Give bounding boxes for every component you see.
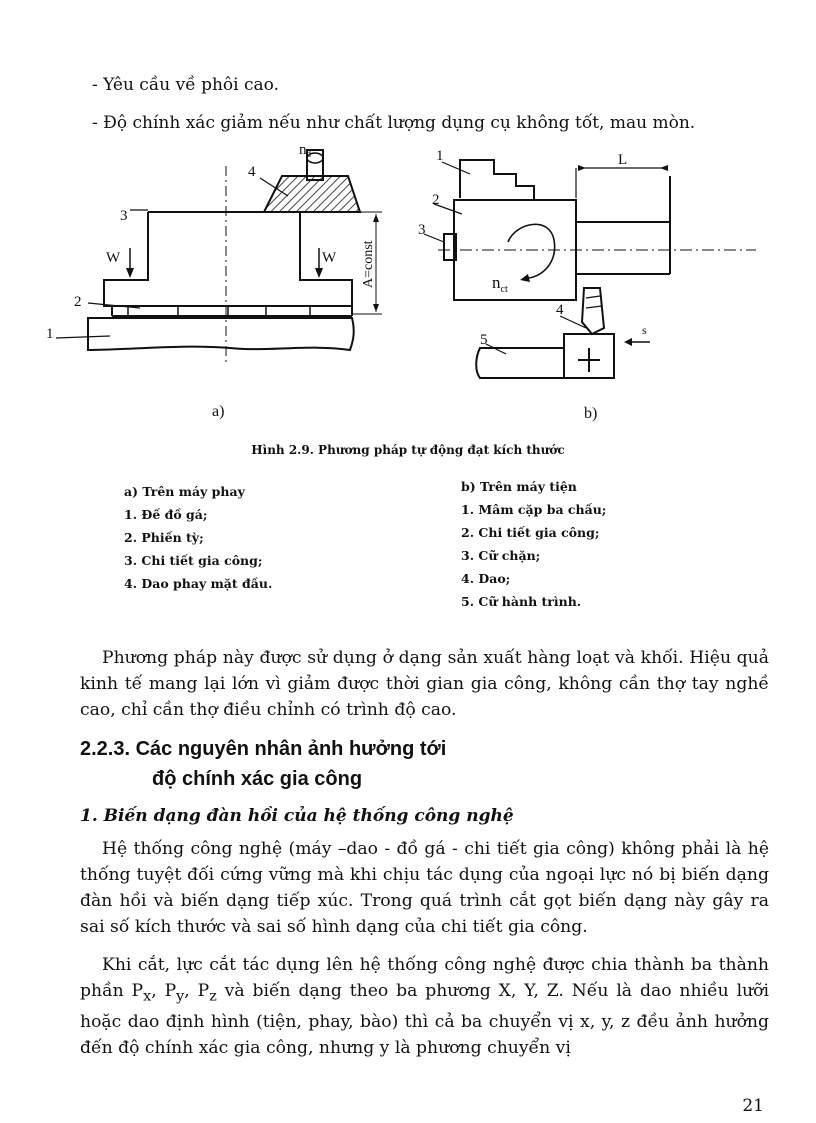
label-b-4: 4	[556, 302, 564, 318]
label-b-1: 1	[436, 148, 444, 164]
label-b-2: 2	[432, 192, 440, 208]
legend-b-title: b) Trên máy tiện	[461, 479, 577, 494]
legend-b	[461, 475, 606, 613]
legend-b-item: 4. Dao;	[461, 571, 511, 586]
legend-b-item: 1. Mâm cặp ba chấu;	[461, 502, 607, 517]
section-heading-line1: 2.2.3. Các nguyên nhân ảnh hưởng tới	[80, 738, 447, 760]
label-a-2: 2	[74, 294, 82, 310]
legend-b-item: 2. Chi tiết gia công;	[461, 525, 600, 540]
sublabel-b: b)	[584, 405, 598, 422]
label-a-4: 4	[248, 164, 256, 180]
diagram-b-turning	[424, 160, 756, 378]
figure-2-9	[30, 138, 770, 438]
label-feed-s: s	[642, 323, 647, 337]
subsection-heading: 1. Biến dạng đàn hồi của hệ thống công nghệ	[80, 806, 514, 826]
legend-b-item: 5. Cữ hành trình.	[461, 594, 582, 609]
label-a-3: 3	[120, 208, 128, 224]
workpiece-a	[104, 212, 352, 306]
label-w-left: W	[106, 250, 121, 266]
sublabel-a: a)	[212, 403, 225, 420]
rotation-arrow-nct	[508, 224, 555, 278]
legend-b-item: 3. Cữ chặn;	[461, 548, 541, 563]
paragraph-method: Phương pháp này được sử dụng ở dạng sản xuất hàng loạt và khối. Hiệu quả kinh tế mang lại lớn vì giảm được thời gian gia công, không cần thợ tay nghề cao, chỉ cần thợ điều chỉnh có trình độ cao.	[80, 648, 769, 720]
face-milling-cutter	[264, 176, 360, 212]
section-heading-line2: độ chính xác gia công	[152, 768, 363, 790]
bullet-blank-requirement: - Yêu cầu về phôi cao.	[92, 75, 279, 95]
paragraph-cutting-forces: Khi cắt, lực cắt tác dụng lên hệ thống công nghệ được chia thành ba thành phần $P_x$, $P_y$, $P_z$ và biến dạng theo ba phương X, Y, Z. Nếu là dao nhiều lưỡi hoặc dao định hình (tiện, phay, bào) thì cả ba chuyển vị x, y, z đều ảnh hưởng đến độ chính xác gia công, nhưng y là phương chuyển vị	[80, 955, 770, 1059]
label-w-right: W	[322, 250, 337, 266]
legend-a-title: a) Trên máy phay	[124, 484, 245, 499]
label-nct: $n_{ct}$	[492, 273, 508, 295]
bullet-tool-quality: - Độ chính xác giảm nếu như chất lượng dụng cụ không tốt, mau mòn.	[92, 113, 696, 133]
legend-a-item: 4. Dao phay mặt đầu.	[124, 576, 273, 591]
figure-caption: Hình 2.9. Phương pháp tự động đạt kích thước	[251, 443, 565, 457]
legend-a-item: 3. Chi tiết gia công;	[124, 553, 263, 568]
page-number: 21	[742, 1096, 764, 1116]
legend-a-item: 2. Phiến tỳ;	[124, 530, 204, 545]
label-dimension-l: L	[618, 152, 628, 168]
legend-a	[124, 480, 272, 595]
label-a-const: A=const	[361, 240, 376, 288]
travel-stop	[476, 348, 564, 378]
label-b-3: 3	[418, 222, 426, 238]
label-a-1: 1	[46, 326, 54, 342]
chuck-jaws	[460, 160, 534, 200]
legend-a-item: 1. Đế đồ gá;	[124, 507, 208, 522]
paragraph-elastic-deformation: Hệ thống công nghệ (máy –dao - đồ gá - chi tiết gia công) không phải là hệ thống tuyệt đối cứng vững mà khi chịu tác dụng của ngoại lực nó bị biến dạng đàn hồi và biến dạng tiếp xúc. Trong quá trình cắt gọt biến dạng này gây ra sai số kích thước và sai số hình dạng của chi tiết gia công.	[80, 839, 769, 937]
label-nd: $n_d$	[299, 142, 311, 159]
fixture-base	[88, 318, 354, 350]
label-b-5: 5	[480, 332, 488, 348]
